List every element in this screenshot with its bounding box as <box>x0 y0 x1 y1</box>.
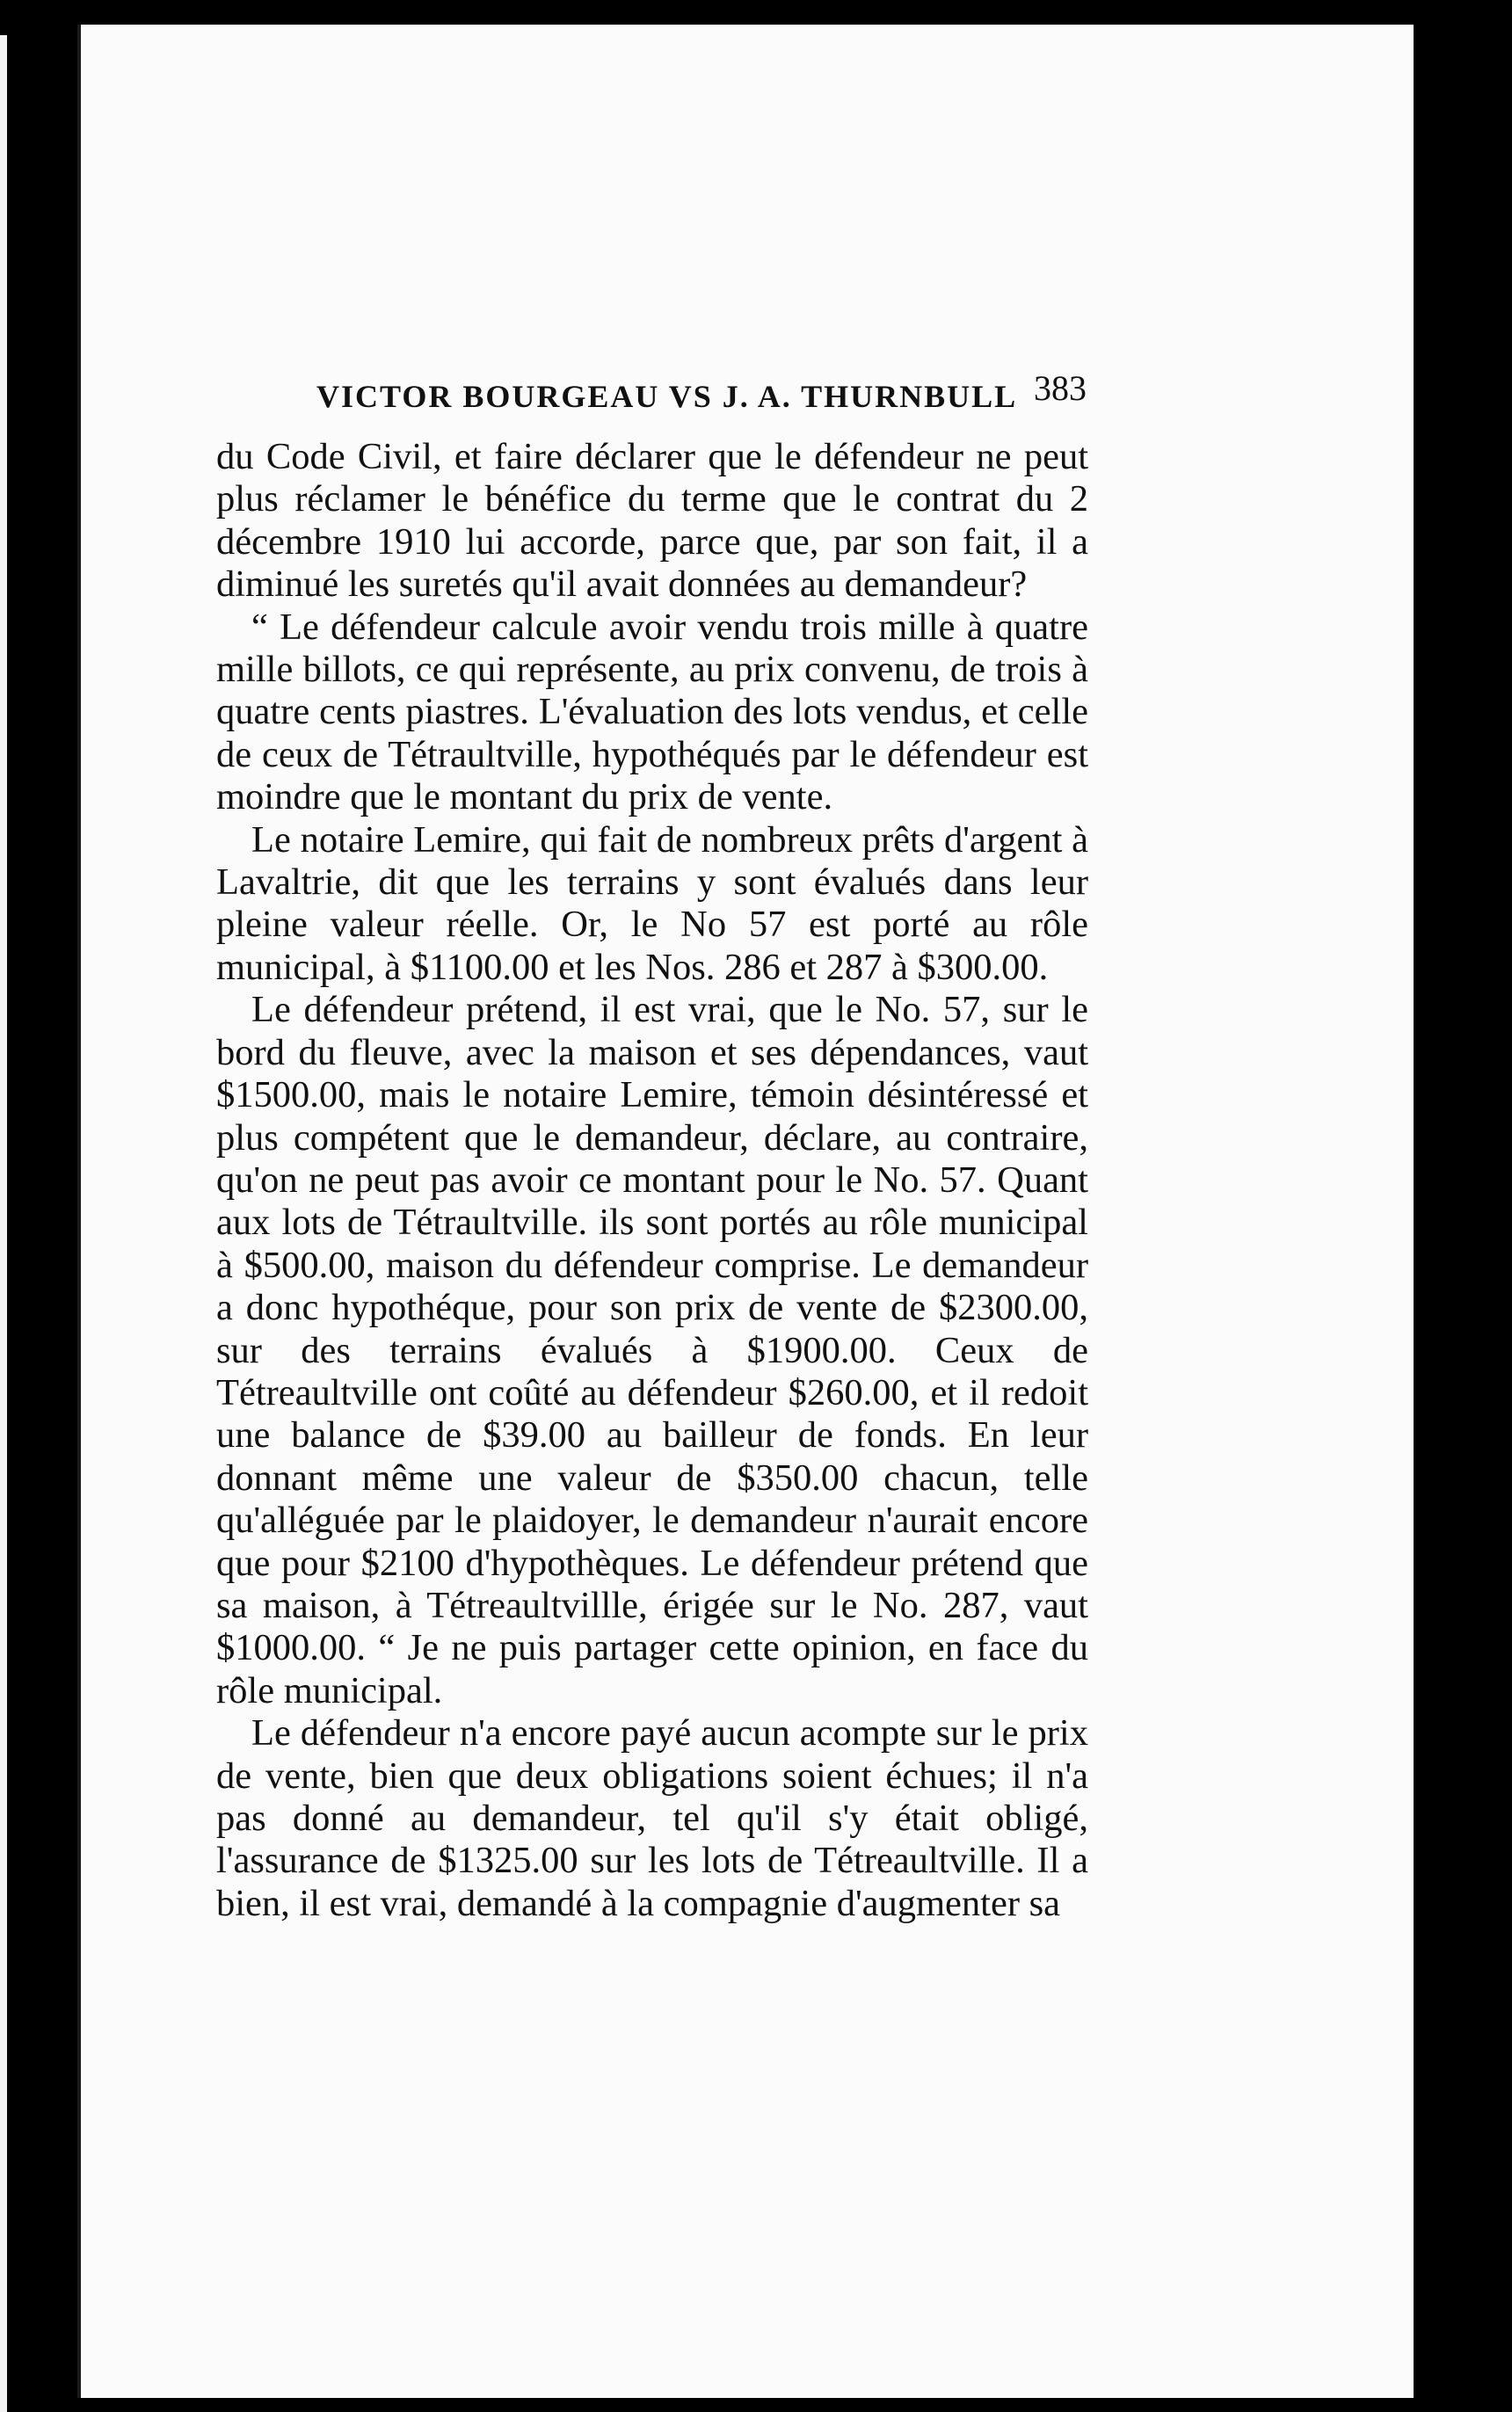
paragraph-4: Le défendeur prétend, il est vrai, que le No. 57, sur le bord du fleuve, avec la maison et ses dépendances, vaut $1500.00, mais le notaire Lemire, témoin désintéressé et plus compétent que le demandeur, déclare, au contraire, qu'on ne peut pas avoir ce montant pour le No. 57. Quant aux lots de Tétraultville. ils sont portés au rôle municipal à $500.00, maison du défendeur comprise. Le demandeur a donc hypothéque, pour son prix de vente de $2300.00, sur des terrains évalués à $1900.00. Ceux de Tétreaultville ont coûté au défendeur $260.00, et il redoit une balance de $39.00 au bailleur de fonds. En leur donnant même une valeur de $350.00 chacun, telle qu'alléguée par le plaidoyer, le demandeur n'aurait encore que pour $2100 d'hypothèques. Le défendeur prétend que sa maison, à Tétreaultvillle, érigée sur le No. 287, vaut $1000.00. “ Je ne puis partager cette opinion, en face du rôle municipal. <box>216 989 1088 1711</box>
left-page-edge <box>0 35 7 2412</box>
page-number: 383 <box>1034 368 1087 408</box>
paragraph-2: “ Le défendeur calcule avoir vendu trois mille à quatre mille billots, ce qui représente, au prix convenu, de trois à quatre cents piastres. L'évaluation des lots vendus, et celle de ceux de Tétraultville, hypothéqués par le défendeur est moindre que le montant du prix de vente. <box>216 606 1088 818</box>
paragraph-5: Le défendeur n'a encore payé aucun acompte sur le prix de vente, bien que deux obligations soient échues; il n'a pas donné au demandeur, tel qu'il s'y était obligé, l'assurance de $1325.00 sur les lots de Tétreaultville. Il a bien, il est vrai, demandé à la compagnie d'augmenter sa <box>216 1712 1088 1924</box>
paragraph-3: Le notaire Lemire, qui fait de nombreux prêts d'argent à Lavaltrie, dit que les terrains y sont évalués dans leur pleine valeur réelle. Or, le No 57 est porté au rôle municipal, à $1100.00 et les Nos. 286 et 287 à $300.00. <box>216 818 1088 988</box>
running-head: VICTOR BOURGEAU VS J. A. THURNBULL <box>316 379 1018 414</box>
body-text <box>216 436 1088 1925</box>
paragraph-1: du Code Civil, et faire déclarer que le défendeur ne peut plus réclamer le bénéfice du terme que le contrat du 2 décembre 1910 lui accorde, parce que, par son fait, il a diminué les suretés qu'il avait données au demandeur? <box>216 436 1088 606</box>
